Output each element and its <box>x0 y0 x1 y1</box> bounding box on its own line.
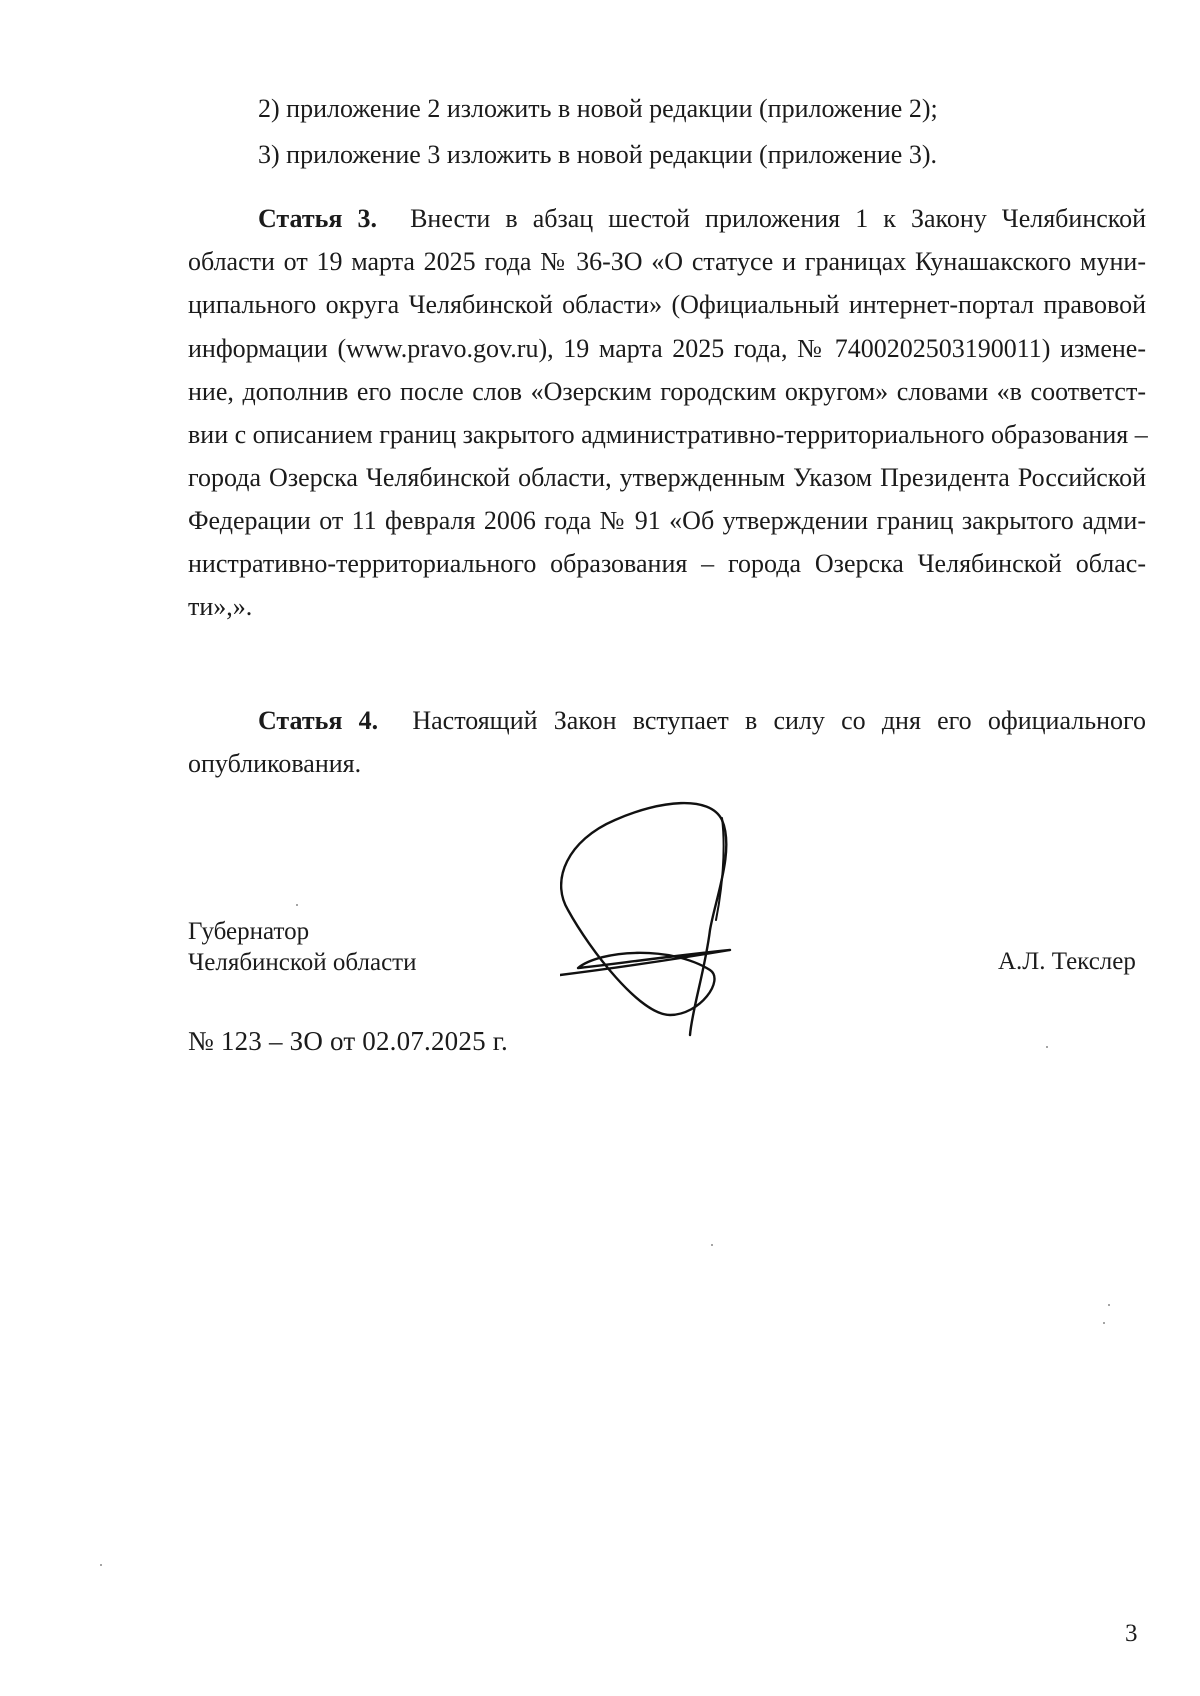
article-3-line <box>258 204 1146 234</box>
page-number: 3 <box>1125 1620 1138 1647</box>
scan-speck <box>296 904 298 906</box>
article-4-line: опубликования. <box>188 749 362 778</box>
handwritten-signature <box>560 800 790 1060</box>
law-number-date: № 123 – ЗО от 02.07.2025 г. <box>188 1026 508 1056</box>
article-4-text: Настоящий Закон вступает в силу со дня его официального <box>412 706 1146 735</box>
signer-title-line1: Губернатор <box>188 918 310 945</box>
article-3-text: Внести в абзац шестой приложения 1 к Закону Челябинской <box>410 204 1146 233</box>
scan-speck <box>1046 1046 1048 1048</box>
scan-speck <box>711 1244 713 1246</box>
article-4-line <box>258 706 1146 736</box>
article-4-heading: Статья 4. <box>258 706 379 735</box>
signer-title <box>188 916 416 978</box>
list-item-2: 2) приложение 2 изложить в новой редакции (приложение 2); <box>258 94 938 123</box>
article-3-line: ние, дополнив его после слов «Озерским городским округом» словами «в соответст- <box>188 377 1146 406</box>
article-3-line: информации (www.pravo.gov.ru), 19 марта 2025 года, № 7400202503190011) измене- <box>188 334 1146 363</box>
article-3-line: нистративно-территориального образования – города Озерска Челябинской облас- <box>188 549 1146 578</box>
signer-title-line2: Челябинской области <box>188 949 417 976</box>
article-3-line: области от 19 марта 2025 года № 36-ЗО «О статусе и границах Кунашакского муни- <box>188 247 1146 276</box>
article-3-line: города Озерска Челябинской области, утвержденным Указом Президента Российской <box>188 463 1146 492</box>
article-3-line: ципального округа Челябинской области» (Официальный интернет-портал правовой <box>188 290 1146 319</box>
article-3-heading: Статья 3. <box>258 204 377 233</box>
signer-name: А.Л. Текслер <box>998 948 1136 975</box>
scan-speck <box>100 1564 102 1566</box>
article-3-line: Федерации от 11 февраля 2006 года № 91 «Об утверждении границ закрытого адми- <box>188 506 1146 535</box>
scan-speck <box>1108 1304 1110 1306</box>
list-item-3: 3) приложение 3 изложить в новой редакции (приложение 3). <box>258 140 937 169</box>
article-3-line: ти»,». <box>188 592 253 621</box>
article-3-line: вии с описанием границ закрытого административно-территориального образования – <box>188 420 1148 449</box>
scan-speck <box>1103 1322 1105 1324</box>
